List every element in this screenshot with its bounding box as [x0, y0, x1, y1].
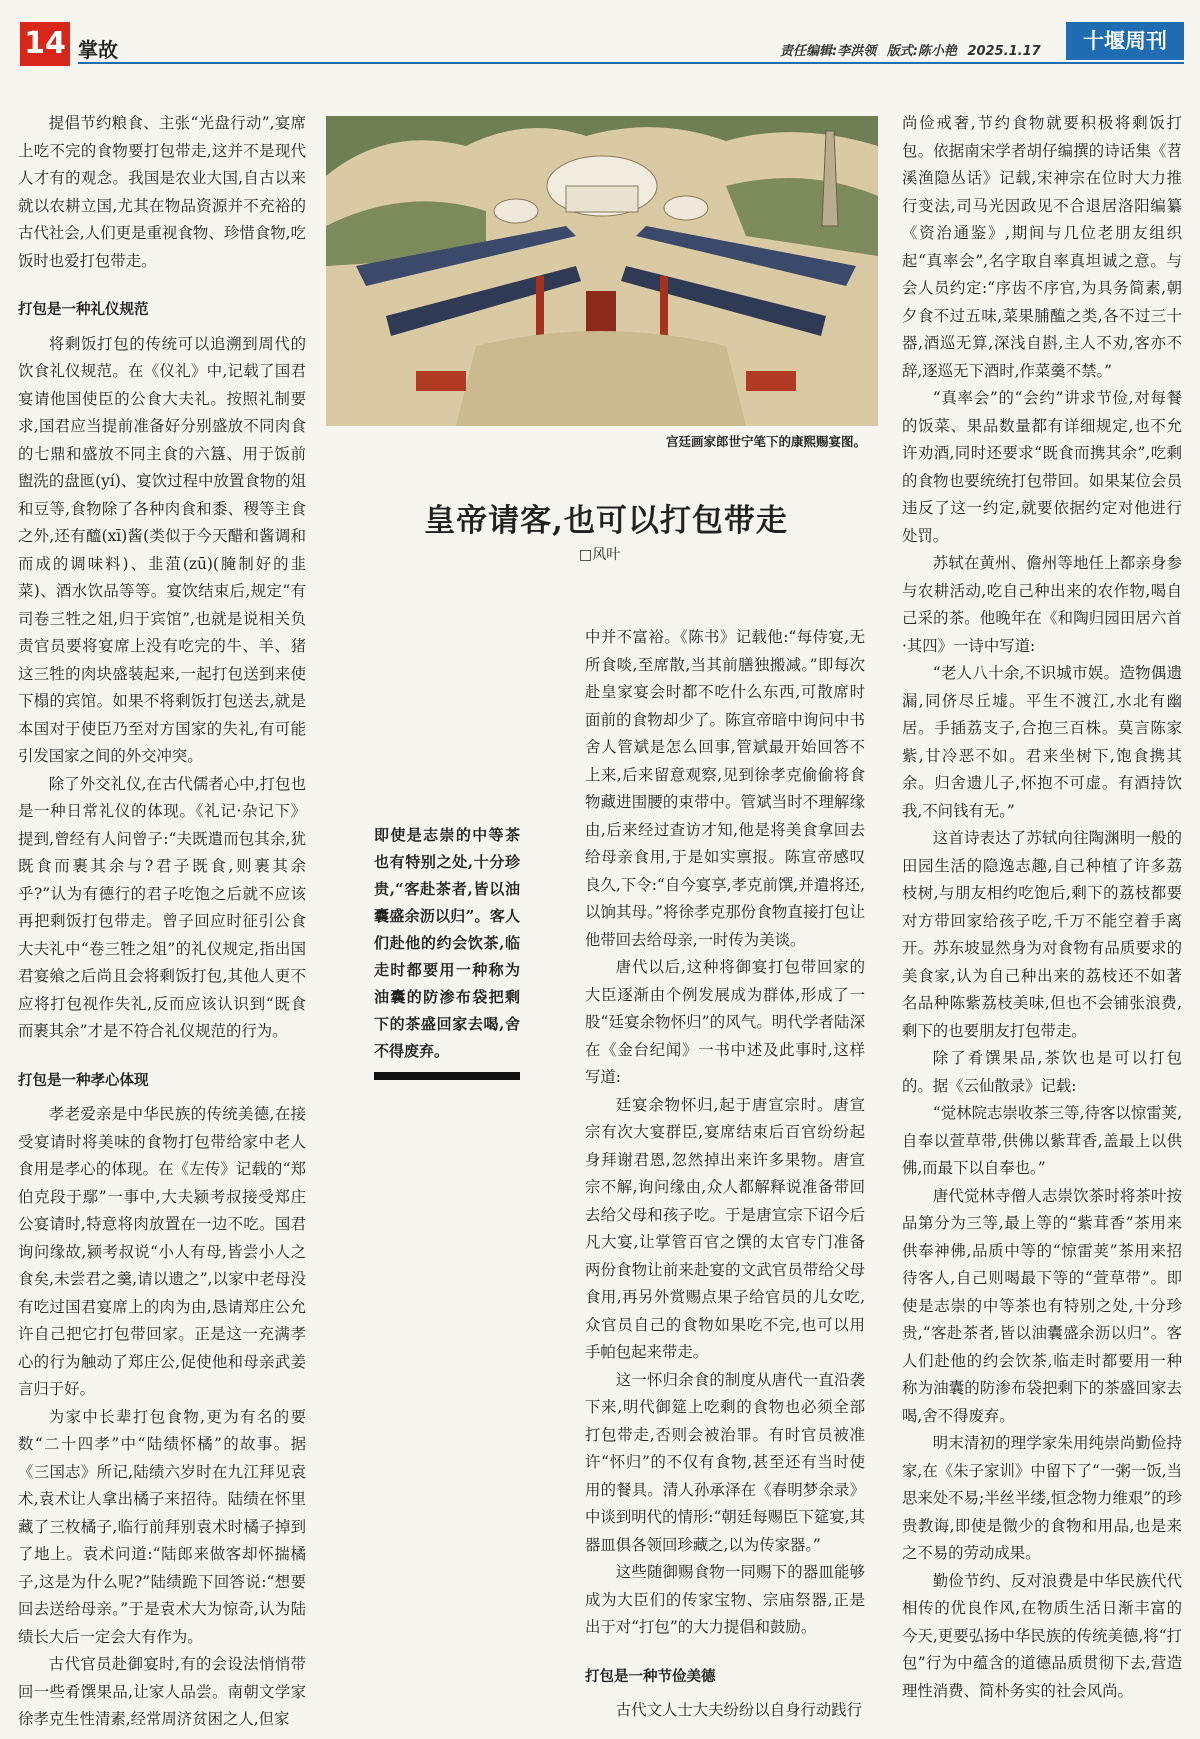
article-column-2	[585, 624, 865, 1725]
paragraph: 为家中长辈打包食物,更为有名的要数“二十四孝”中“陆绩怀橘”的故事。据《三国志》所记,陆绩六岁时在九江拜见袁术,袁术让人拿出橘子来招待。陆绩在怀里藏了三枚橘子,临行前拜别袁术时橘子掉到了地上。袁术问道:“陆郎来做客却怀揣橘子,这是为什么呢?”陆绩跪下回答说:“想要回去送给母亲。”于是袁术大为惊奇,认为陆绩长大后一定会大有作为。	[18, 1407, 306, 1646]
paragraph: 唐代以后,这种将御宴打包带回家的大臣逐渐由个例发展成为群体,形成了一股“廷宴余物怀归”的风气。明代学者陆深在《金台纪闻》一书中述及此事时,这样写道:	[585, 958, 865, 1086]
section-title: 掌故	[78, 38, 118, 62]
paragraph: 勤俭节约、反对浪费是中华民族代代相传的优良作风,在物质生活日渐丰富的今天,更要弘扬中华民族的传统美德,将“打包”行为中蕴含的道德品质贯彻下去,营造理性消费、简朴务实的社会风尚。	[902, 1571, 1182, 1700]
paragraph: 明末清初的理学家朱用纯崇尚勤俭持家,在《朱子家训》中留下了“一粥一饭,当思来处不易;半丝半缕,恒念物力维艰”的珍贵教诲,即使是微少的食物和用品,也是来之不易的劳动成果。	[902, 1434, 1182, 1562]
quoted-paragraph: 廷宴余物怀归,起于唐宣宗时。唐宣宗有次大宴群臣,宴席结束后百官纷纷起身拜谢君恩,忽然掉出来许多果物。唐宣宗不解,询问缘由,众人都解释说准备带回去给父母和孩子吃。于是唐宣宗下诏今后凡大宴,让掌管百官之馔的太官专门准备两份食物让前来赴宴的文武官员带给父母食用,再另外赏赐点果子给官员的儿女吃,众官员自己的食物如果吃不完,也可以用手帕包起来带走。	[585, 1095, 865, 1361]
pull-quote: 即使是志崇的中等茶也有特别之处,十分珍贵,“客赴茶者,皆以油囊盛余沥以归”。客人们赴他的约会饮茶,临走时都要用一种称为油囊的防渗布袋把剩下的茶盛回家去喝,舍不得废弃。	[374, 826, 520, 1060]
banquet-painting	[326, 116, 878, 426]
issue-date: 2025.1.17	[967, 44, 1041, 59]
paragraph: 这些随御赐食物一同赐下的器皿能够成为大臣们的传家宝物、宗庙祭器,正是出于对“打包”的大力提倡和鼓励。	[585, 1563, 865, 1636]
image-caption: 宫廷画家郎世宁笔下的康熙赐宴图。	[665, 434, 866, 449]
pull-quote-bar	[374, 1072, 520, 1080]
paragraph: 古代官员赴御宴时,有的会设法悄悄带回一些肴馔果品,让家人品尝。南朝文学家徐孝克生性清素,经常周济贫困之人,但家	[18, 1655, 306, 1728]
page-number: 14	[20, 22, 70, 66]
article-title: 皇帝请客,也可以打包带走	[424, 503, 788, 539]
paragraph: 尚俭戒奢,节约食物就要积极将剩饭打包。依据南宋学者胡仔编撰的诗话集《苕溪渔隐丛话》记载,宋神宗在位时大力推行变法,司马光因政见不合退居洛阳编纂《资治通鉴》,期间与几位老朋友组织起“真率会”,名字取自率真坦诚之意。与会人员约定:“序齿不序官,为具务简素,朝夕食不过五味,菜果脯醢之类,各不过三十器,酒巡无算,深浅自斟,主人不劝,客亦不辞,逐巡无下酒时,作菜羹不禁。”	[902, 114, 1182, 380]
subheading: 打包是一种礼仪规范	[18, 302, 149, 318]
paragraph: 除了外交礼仪,在古代儒者心中,打包也是一种日常礼仪的体现。《礼记·杂记下》提到,曾经有人问曾子:“夫既遣而包其余,犹既食而裹其余与?君子既食,则裹其余乎?”认为有德行的君子吃饱之后就不应该再把剩饭打包带走。曾子回应时征引公食大夫礼中“卷三牲之俎”的礼仪规定,指出国君宴飨之后尚且会将剩饭打包,其他人更不应将打包视作失礼,反而应该认识到“既食而裹其余”才是不符合礼仪规范的行为。	[18, 774, 306, 1040]
paragraph: 将剩饭打包的传统可以追溯到周代的饮食礼仪规范。在《仪礼》中,记载了国君宴请他国使臣的公食大夫礼。按照礼制要求,国君应当提前准备好分别盛放不同肉食的七鼎和盛放不同主食的六簋、用于饭前盥洗的盘匜(yí)、宴饮过程中放置食物的俎和豆等,食物除了各种肉食和黍、稷等主食之外,还有醯(xī)酱(类似于今天醋和酱调和而成的调味料)、韭菹(zū)(腌制好的韭菜)、酒水饮品等等。宴饮结束后,规定“有司卷三牲之俎,归于宾馆”,也就是说相关负责官员要将宴席上没有吃完的牛、羊、猪这三牲的肉块盛装起来,一起打包送到来使下榻的宾馆。如果不将剩饭打包送去,就是本国对于使臣乃至对方国家的失礼,有可能引发国家之间的外交冲突。	[18, 334, 306, 765]
paragraph: 古代文人士大夫纷纷以自身行动践行	[615, 1701, 863, 1719]
paragraph: 孝老爱亲是中华民族的传统美德,在接受宴请时将美味的食物打包带给家中老人食用是孝心的体现。在《左传》记载的“郑伯克段于鄢”一事中,大夫颍考叔接受郑庄公宴请时,特意将肉放置在一边不吃。国君询问缘故,颍考叔说“小人有母,皆尝小人之食矣,未尝君之羹,请以遗之”,以家中老母没有吃过国君宴席上的肉为由,恳请郑庄公允许自己把它打包带回家。正是这一充满孝心的行为触动了郑庄公,促使他和母亲武姜言归于好。	[18, 1105, 306, 1398]
paragraph: “真率会”的“会约”讲求节俭,对每餐的饭菜、果品数量都有详细规定,也不允许劝酒,同时还要求“既食而携其余”,吃剩的食物也要统统打包带回。如果某位会员违反了这一约定,就要依据约定对他进行处罚。	[902, 389, 1182, 545]
subheading: 打包是一种孝心体现	[18, 1072, 149, 1089]
paragraph: 中并不富裕。《陈书》记载他:“每侍宴,无所食啖,至席散,当其前膳独搬减。”即每次赴皇家宴会时都不吃什么东西,可散席时面前的食物却少了。陈宣帝暗中询问中书舍人管斌是怎么回事,管斌最开始回答不上来,后来留意观察,见到徐孝克偷偷将食物藏进围腰的束带中。管斌当时不理解缘由,后来经过查访才知,他是将美食拿回去给母亲食用,于是如实禀报。陈宣帝感叹良久,下令:“自今宴享,孝克前馔,并遣将还,以饷其母。”将徐孝克那份食物直接打包让他带回去给母亲,一时传为美谈。	[585, 628, 865, 949]
paragraph: 这一怀归余食的制度从唐代一直沿袭下来,明代御筵上吃剩的食物也必须全部打包带走,否则会被治罪。有时官员被准许“怀归”的不仅有食物,甚至还有当时使用的餐具。清人孙承泽在《春明梦余录》中谈到明代的情形:“朝廷每赐臣下筵宴,其器皿俱各领回珍藏之,以为传家器。”	[585, 1370, 865, 1554]
article-column-1	[18, 110, 306, 1734]
painting-illustration	[326, 116, 878, 426]
subheading: 打包是一种节俭美德	[585, 1668, 716, 1685]
page-header	[0, 0, 1200, 70]
article-column-3	[902, 110, 1182, 1705]
header-divider	[78, 62, 1184, 64]
poem-quote: “老人八十余,不识城市娱。造物偶遗漏,同侪尽丘墟。平生不渡江,水北有幽居。手插荔支子,合抱三百株。莫言陈家紫,甘冷恶不如。君来坐树下,饱食携其余。归舍遗儿子,怀抱不可虚。有酒持饮我,不问钱有无。”	[902, 664, 1182, 820]
paragraph: 唐代觉林寺僧人志崇饮茶时将茶叶按品第分为三等,最上等的“紫茸香”茶用来供奉神佛,品质中等的“惊雷荚”茶用来招待客人,自己则喝最下等的“萱草带”。即使是志崇的中等茶也有特别之处,十分珍贵,“客赴茶者,皆以油囊盛余沥以归”。客人们赴他的约会饮茶,临走时都要用一种称为油囊的防渗布袋把剩下的茶盛回家去喝,舍不得废弃。	[902, 1186, 1182, 1425]
paragraph: 苏轼在黄州、儋州等地任上都亲身参与农耕活动,吃自己种出来的农作物,喝自己采的茶。他晚年在《和陶归园田居六首·其四》一诗中写道:	[902, 554, 1182, 655]
paragraph: 除了肴馔果品,茶饮也是可以打包的。据《云仙散录》记载:	[902, 1049, 1182, 1095]
article-byline: □风叶	[579, 547, 621, 563]
quoted-paragraph: “觉林院志崇收茶三等,待客以惊雷荚,自奉以萱草带,供佛以紫茸香,盖最上以供佛,而最下以自奉也。”	[902, 1104, 1182, 1177]
paragraph: 这首诗表达了苏轼向往陶渊明一般的田园生活的隐逸志趣,自己种植了许多荔枝树,与朋友相约吃饱后,剩下的荔枝都要对方带回家给孩子吃,千万不能空着手离开。苏东坡显然身为对食物有品质要求的美食家,认为自己种出来的荔枝还不如著名品种陈紫荔枝美味,但也不会铺张浪费,剩下的也要朋友打包带走。	[902, 829, 1182, 1040]
layout-name: 版式:陈小艳	[886, 44, 957, 59]
editor-name: 责任编辑:李洪领	[780, 44, 877, 59]
editor-credits	[780, 40, 1047, 59]
masthead-logo: 十堰周刊	[1066, 22, 1184, 60]
paragraph: 提倡节约粮食、主张“光盘行动”,宴席上吃不完的食物要打包带走,这并不是现代人才有的观念。我国是农业大国,自古以来就以农耕立国,尤其在物品资源并不充裕的古代社会,人们更是重视食物、珍惜食物,吃饭时也爱打包带走。	[18, 114, 306, 270]
